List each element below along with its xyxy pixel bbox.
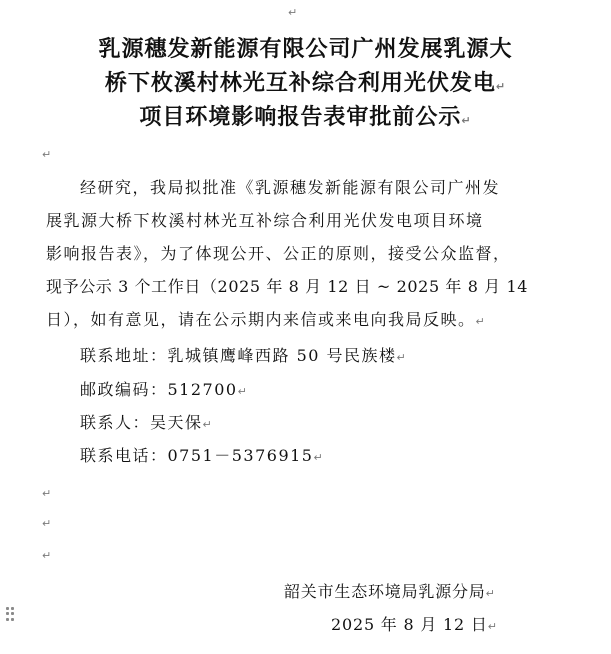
signature-date xyxy=(331,612,498,635)
paragraph-mark: ↵ xyxy=(495,80,507,93)
page-title-line-1: 乳源穗发新能源有限公司广州发展乳源大 xyxy=(98,37,513,62)
contact-text: 联系地址：乳城镇鹰峰西路 50 号民族楼 xyxy=(80,346,397,365)
signature-text: 韶关市生态环境局乳源分局 xyxy=(284,582,486,601)
paragraph-mark: ↵ xyxy=(42,517,52,530)
paragraph-mark: ↵ xyxy=(42,549,52,562)
paragraph-mark: ↵ xyxy=(485,587,496,600)
page-title-line-2 xyxy=(0,66,611,97)
contact-phone xyxy=(80,443,324,466)
paragraph-mark: ↵ xyxy=(396,351,408,364)
contact-text: 邮政编码：512700 xyxy=(80,380,238,399)
title-text: 桥下枚溪村林光互补综合利用光伏发电 xyxy=(104,71,496,96)
paragraph-mark: ↵ xyxy=(313,451,325,464)
body-line-1: 经研究，我局拟批准《乳源穗发新能源有限公司广州发 xyxy=(80,178,501,197)
body-line-4: 现予公示 3 个工作日（2025 年 8 月 12 日 ~ 2025 年 8 月 14 xyxy=(46,277,529,296)
paragraph-mark: ↵ xyxy=(461,114,472,127)
body-line-5 xyxy=(46,307,486,330)
contact-postcode xyxy=(80,377,248,400)
signature-org xyxy=(284,579,496,602)
paragraph-mark: ↵ xyxy=(288,6,298,19)
paragraph-mark: ↵ xyxy=(202,418,214,431)
paragraph-mark: ↵ xyxy=(475,315,487,328)
drag-handle-icon[interactable] xyxy=(6,607,16,621)
contact-text: 联系人：吴天保 xyxy=(80,413,203,432)
body-line-2: 展乳源大桥下枚溪村林光互补综合利用光伏发电项目环境 xyxy=(46,211,484,230)
paragraph-mark: ↵ xyxy=(237,385,249,398)
body-text: 日），如有意见，请在公示期内来信或来电向我局反映。 xyxy=(46,310,476,329)
contact-person xyxy=(80,410,213,433)
contact-text: 联系电话：0751－5376915 xyxy=(80,446,314,465)
title-text: 项目环境影响报告表审批前公示 xyxy=(139,105,462,130)
paragraph-mark: ↵ xyxy=(42,148,52,161)
contact-address xyxy=(80,343,407,366)
body-line-3: 影响报告表》，为了体现公开、公正的原则，接受公众监督， xyxy=(46,244,511,263)
page-title-line-3 xyxy=(0,100,611,131)
paragraph-mark: ↵ xyxy=(487,620,498,633)
paragraph-mark: ↵ xyxy=(42,487,52,500)
signature-text: 2025 年 8 月 12 日 xyxy=(331,615,488,634)
